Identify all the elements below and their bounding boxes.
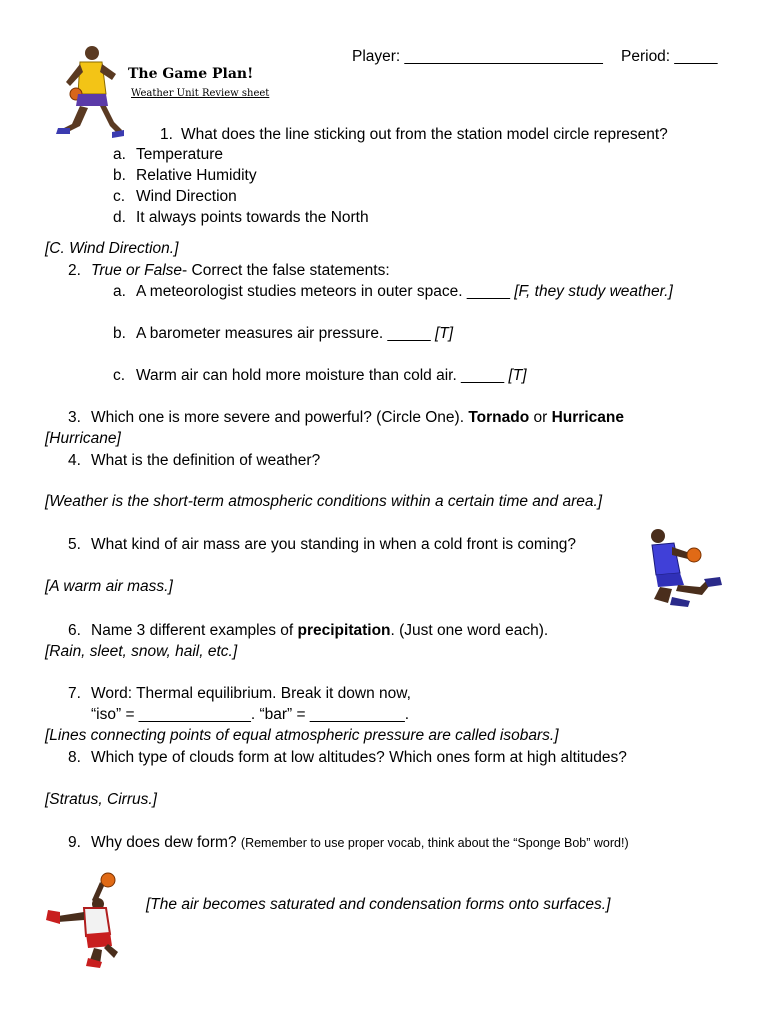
q9-answer: [The air becomes saturated and condensation forms onto surfaces.] xyxy=(146,896,611,913)
q1-option-a-letter: a. xyxy=(113,146,126,163)
q6-number: 6. xyxy=(68,622,81,639)
q8-answer: [Stratus, Cirrus.] xyxy=(45,791,157,808)
q2-item-c xyxy=(136,366,527,386)
q3-answer: [Hurricane] xyxy=(45,430,121,447)
q3-number: 3. xyxy=(68,409,81,426)
q2-number: 2. xyxy=(68,262,81,279)
q2-item-b-text: A barometer measures air pressure. _____ xyxy=(136,325,431,342)
q2-item-c-answer: [T] xyxy=(508,367,527,384)
q9-question xyxy=(91,833,629,853)
q9-hint: (Remember to use proper vocab, think about the “Sponge Bob” word!) xyxy=(240,836,629,850)
q1-option-b: Relative Humidity xyxy=(136,167,257,184)
q2-item-a-letter: a. xyxy=(113,283,126,300)
q7-question: Word: Thermal equilibrium. Break it down now, xyxy=(91,685,411,702)
q1-option-c: Wind Direction xyxy=(136,188,237,205)
q1-option-a: Temperature xyxy=(136,146,224,163)
q3-question xyxy=(91,408,624,428)
q2-item-c-text: Warm air can hold more moisture than cold air. _____ xyxy=(136,367,505,384)
q1-option-d: It always points towards the North xyxy=(136,209,369,226)
q2-item-a-answer: [F, they study weather.] xyxy=(514,283,673,300)
q5-number: 5. xyxy=(68,536,81,553)
q8-question: Which type of clouds form at low altitudes? Which ones form at high altitudes? xyxy=(91,749,627,766)
q6-question xyxy=(91,621,548,641)
q2-item-b-answer: [T] xyxy=(434,325,454,342)
q1-option-d-letter: d. xyxy=(113,209,126,226)
q3-text: Which one is more severe and powerful? (Circle One). xyxy=(91,409,465,426)
q7-breakdown: “iso” = _____________. “bar” = ___________. xyxy=(91,706,409,723)
q2-item-c-letter: c. xyxy=(113,367,126,384)
q8-number: 8. xyxy=(68,749,81,766)
q6-bold-term: precipitation xyxy=(297,622,391,639)
q6-text-after: . (Just one word each). xyxy=(390,622,549,639)
q9-text: Why does dew form? xyxy=(91,834,237,851)
q1-option-c-letter: c. xyxy=(113,188,126,205)
q2-question xyxy=(91,261,390,281)
q3-choice-hurricane: Hurricane xyxy=(551,409,624,426)
q2-item-a xyxy=(136,282,673,302)
q2-lead-italic: True or False xyxy=(91,262,183,279)
q3-choice-tornado: Tornado xyxy=(468,409,530,426)
q9-number: 9. xyxy=(68,834,81,851)
q3-or: or xyxy=(533,409,548,426)
q7-answer: [Lines connecting points of equal atmospheric pressure are called isobars.] xyxy=(45,727,559,744)
worksheet-title: The Game Plan! xyxy=(128,66,254,82)
period-field: Period: _____ xyxy=(621,48,718,65)
q4-answer: [Weather is the short-term atmospheric conditions within a certain time and area.] xyxy=(45,493,603,510)
q2-item-b-letter: b. xyxy=(113,325,126,342)
player-field: Player: _______________________ xyxy=(352,48,603,65)
q4-question: What is the definition of weather? xyxy=(91,452,321,469)
q2-item-a-text: A meteorologist studies meteors in outer space. _____ xyxy=(136,283,510,300)
q6-text-before: Name 3 different examples of xyxy=(91,622,294,639)
q7-number: 7. xyxy=(68,685,81,702)
q1-option-b-letter: b. xyxy=(113,167,126,184)
basketball-player-red-icon xyxy=(44,872,130,968)
q6-answer: [Rain, sleet, snow, hail, etc.] xyxy=(45,643,238,660)
q2-lead-rest: - Correct the false statements: xyxy=(182,262,390,279)
basketball-player-yellow-icon xyxy=(52,44,126,140)
q2-item-b xyxy=(136,324,453,344)
worksheet-subtitle: Weather Unit Review sheet xyxy=(131,88,270,99)
q1-answer: [C. Wind Direction.] xyxy=(45,240,179,257)
q1-question: What does the line sticking out from the station model circle represent? xyxy=(181,126,668,143)
q5-question: What kind of air mass are you standing in when a cold front is coming? xyxy=(91,536,577,553)
q4-number: 4. xyxy=(68,452,81,469)
basketball-player-blue-icon xyxy=(644,527,724,609)
q1-number: 1. xyxy=(160,126,173,143)
q5-answer: [A warm air mass.] xyxy=(45,578,173,595)
